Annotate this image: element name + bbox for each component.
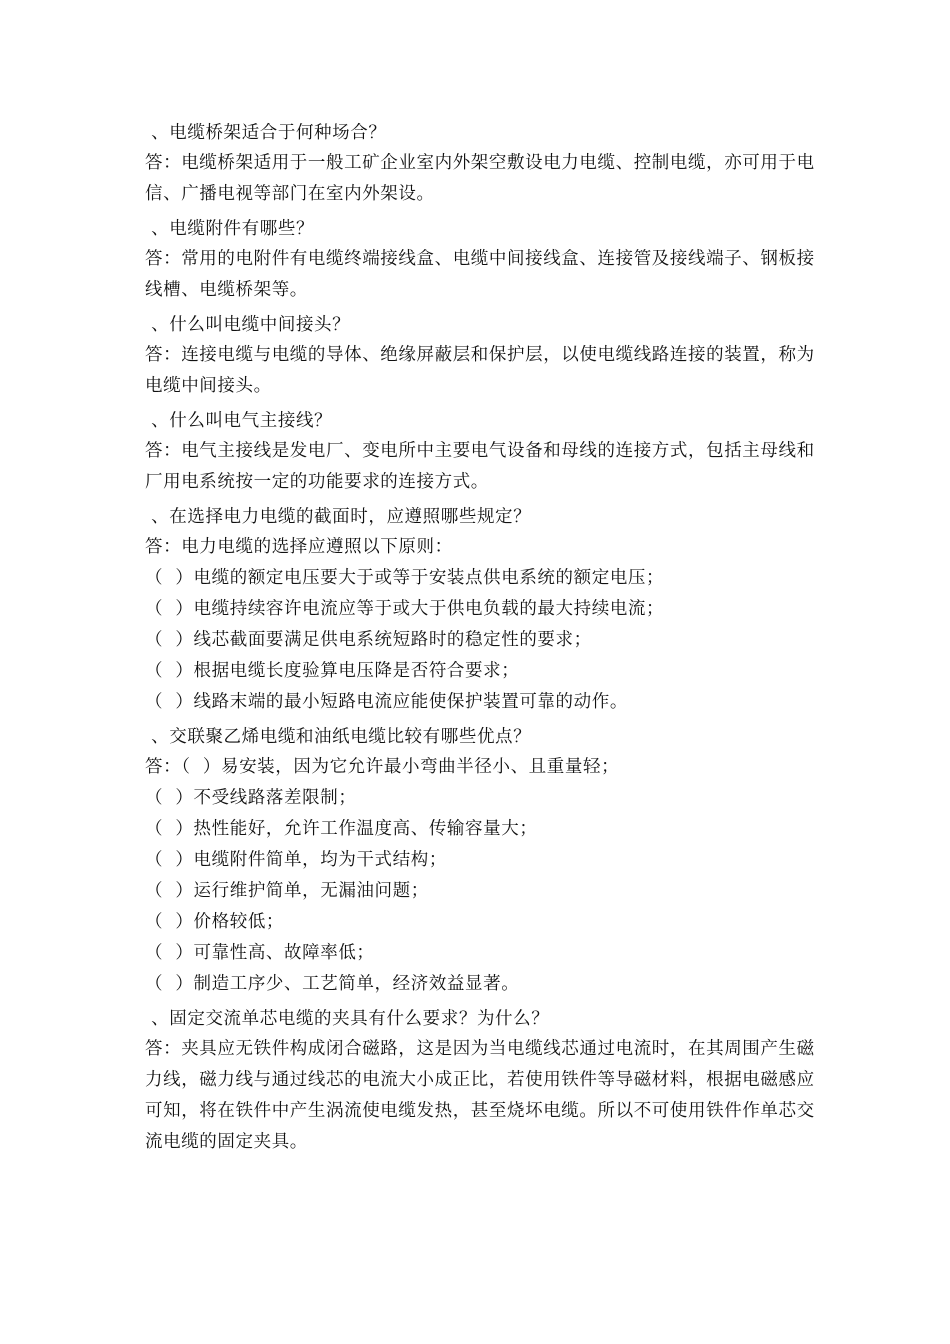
answer-text: 答：（ ）易安装，因为它允许最小弯曲半径小、且重量轻； [145, 757, 620, 777]
list-item: （ ）根据电缆长度验算电压降是否符合要求； [145, 661, 520, 681]
qa-block [145, 310, 815, 402]
answer-text: 答：电气主接线是发电厂、变电所中主要电气设备和母线的连接方式，包括主母线和厂用电系统按一定的功能要求的连接方式。 [145, 441, 815, 492]
list-item: （ ）电缆持续容许电流应等于或大于供电负载的最大持续电流； [145, 599, 665, 619]
list-item: （ ）可靠性高、故障率低； [145, 943, 375, 963]
question-text: 、什么叫电气主接线？ [145, 411, 333, 431]
qa-block [145, 406, 815, 498]
question-text: 、在选择电力电缆的截面时，应遵照哪些规定？ [145, 507, 532, 527]
list-item: （ ）价格较低； [145, 912, 285, 932]
qa-block [145, 502, 815, 718]
question-text: 、交联聚乙烯电缆和油纸电缆比较有哪些优点？ [145, 727, 532, 747]
answer-text: 答：连接电缆与电缆的导体、绝缘屏蔽层和保护层，以使电缆线路连接的装置，称为电缆中间接头。 [145, 345, 815, 396]
question-text: 、电缆附件有哪些？ [145, 219, 315, 239]
answer-text: 答：电缆桥架适用于一般工矿企业室内外架空敷设电力电缆、控制电缆，亦可用于电信、广播电视等部门在室内外架设。 [145, 153, 815, 204]
question-text: 、电缆桥架适合于何种场合？ [145, 123, 387, 143]
qa-block [145, 118, 815, 210]
question-text: 、什么叫电缆中间接头？ [145, 315, 351, 335]
list-item: （ ）线芯截面要满足供电系统短路时的稳定性的要求； [145, 630, 592, 650]
document-body [145, 118, 815, 1158]
answer-text: 答：常用的电附件有电缆终端接线盒、电缆中间接线盒、连接管及接线端子、钢板接线槽、电缆桥架等。 [145, 249, 815, 300]
list-item: （ ）电缆附件简单，均为干式结构； [145, 850, 447, 870]
list-item: （ ）不受线路落差限制； [145, 788, 357, 808]
list-item: （ ）运行维护简单，无漏油问题； [145, 881, 429, 901]
list-item: （ ）电缆的额定电压要大于或等于安装点供电系统的额定电压； [145, 568, 665, 588]
qa-block [145, 1004, 815, 1158]
list-item: （ ）制造工序少、工艺简单，经济效益显著。 [145, 974, 520, 994]
answer-text: 答：夹具应无铁件构成闭合磁路，这是因为当电缆线芯通过电流时，在其周围产生磁力线，磁力线与通过线芯的电流大小成正比，若使用铁件等导磁材料，根据电磁感应可知，将在铁件中产生涡流使电缆发热，甚至烧坏电缆。所以不可使用铁件作单芯交流电缆的固定夹具。 [145, 1039, 815, 1152]
list-item: （ ）线路末端的最小短路电流应能使保护装置可靠的动作。 [145, 692, 628, 712]
list-item: （ ）热性能好，允许工作温度高、传输容量大； [145, 819, 538, 839]
answer-text: 答：电力电缆的选择应遵照以下原则： [145, 537, 453, 557]
qa-block [145, 722, 815, 1000]
question-text: 、固定交流单芯电缆的夹具有什么要求？为什么？ [145, 1009, 550, 1029]
qa-block [145, 214, 815, 306]
